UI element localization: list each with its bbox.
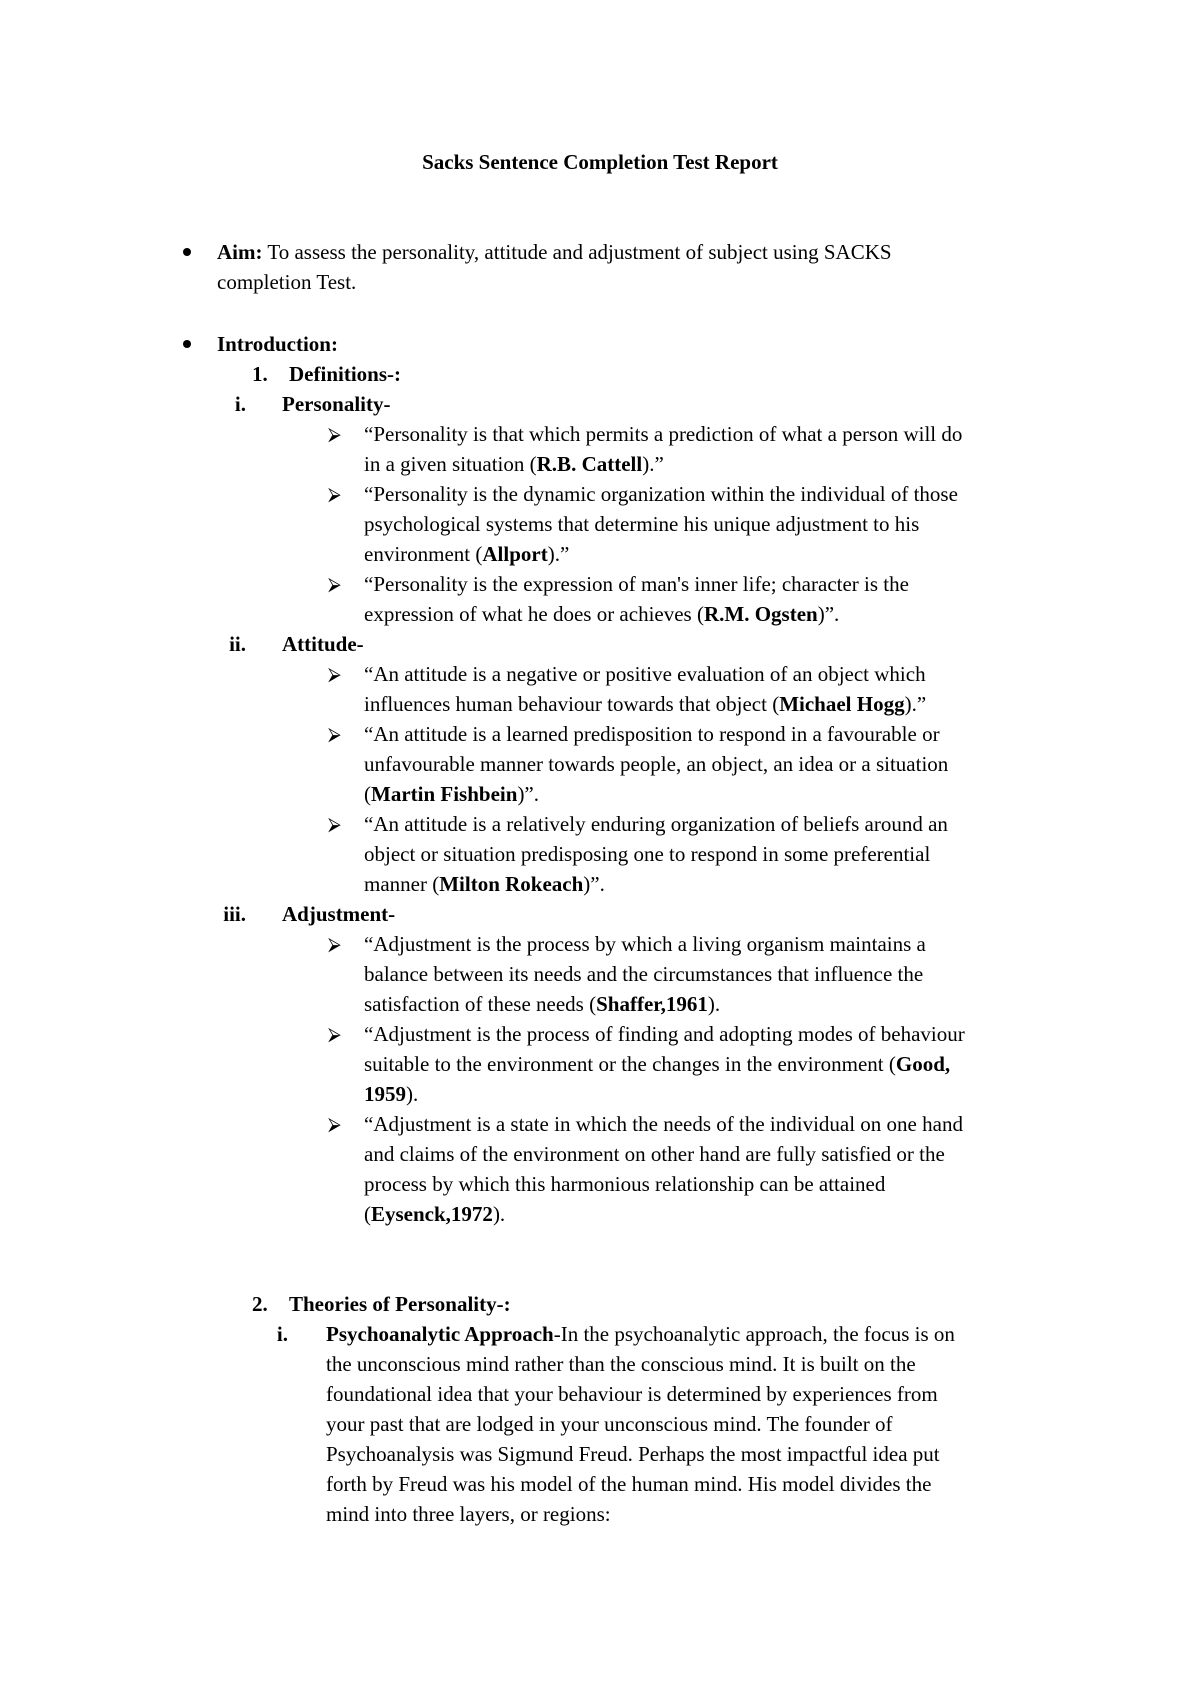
- arrow-bullet-icon: ⮚: [328, 814, 341, 834]
- arrow-bullet-icon: ⮚: [328, 664, 341, 684]
- attitude-quote-2-line-2: unfavourable manner towards people, an object, an idea or a situation: [364, 752, 949, 776]
- personality-quote-2-line-3: environment (Allport).”: [364, 542, 570, 566]
- arrow-bullet-icon: ⮚: [328, 574, 341, 594]
- personality-quote-2-line-1: “Personality is the dynamic organization within the individual of those: [364, 482, 958, 506]
- psychoanalytic-heading: Psychoanalytic Approach: [326, 1322, 554, 1346]
- adjustment-quote-1-line-1: “Adjustment is the process by which a living organism maintains a: [364, 932, 926, 956]
- personality-quote-2-line-2: psychological systems that determine his unique adjustment to his: [364, 512, 920, 536]
- aim-line-2: completion Test.: [217, 270, 357, 294]
- psychoanalytic-line-1: Psychoanalytic Approach-In the psychoanalytic approach, the focus is on: [326, 1322, 955, 1346]
- adjustment-quote-3-line-2: and claims of the environment on other hand are fully satisfied or the: [364, 1142, 945, 1166]
- attitude-quote-3-line-3: manner (Milton Rokeach)”.: [364, 872, 605, 896]
- attitude-quote-2-line-1: “An attitude is a learned predisposition to respond in a favourable or: [364, 722, 940, 746]
- attitude-quote-1-line-2: influences human behaviour towards that object (Michael Hogg).”: [364, 692, 927, 716]
- bullet-dot-icon: [183, 340, 191, 348]
- author-allport: Allport: [482, 542, 548, 566]
- arrow-bullet-icon: ⮚: [328, 724, 341, 744]
- adjustment-heading: Adjustment-: [282, 902, 396, 926]
- psychoanalytic-line-3: foundational idea that your behaviour is determined by experiences from: [326, 1382, 938, 1406]
- adjustment-quote-2-line-3: 1959).: [364, 1082, 419, 1106]
- personality-quote-1-line-1: “Personality is that which permits a prediction of what a person will do: [364, 422, 963, 446]
- introduction-heading: Introduction:: [217, 332, 338, 356]
- aim-label: Aim:: [217, 240, 263, 264]
- psychoanalytic-line-4: your past that are lodged in your unconscious mind. The founder of: [326, 1412, 893, 1436]
- arrow-bullet-icon: ⮚: [328, 484, 341, 504]
- theories-number: 2.: [252, 1292, 268, 1316]
- adjustment-numeral: iii.: [223, 902, 246, 926]
- arrow-bullet-icon: ⮚: [328, 934, 341, 954]
- definitions-number: 1.: [252, 362, 268, 386]
- personality-quote-1-line-2: in a given situation (R.B. Cattell).”: [364, 452, 664, 476]
- author-ogsten: R.M. Ogsten: [703, 602, 818, 626]
- adjustment-quote-2-line-2: suitable to the environment or the changes in the environment (Good,: [364, 1052, 951, 1076]
- attitude-quote-3-line-1: “An attitude is a relatively enduring organization of beliefs around an: [364, 812, 948, 836]
- page-title: Sacks Sentence Completion Test Report: [422, 150, 778, 174]
- author-good-year: 1959: [364, 1082, 406, 1106]
- personality-heading: Personality-: [282, 392, 391, 416]
- bullet-dot-icon: [183, 248, 191, 256]
- psychoanalytic-line-2: the unconscious mind rather than the conscious mind. It is built on the: [326, 1352, 916, 1376]
- arrow-bullet-icon: ⮚: [328, 424, 341, 444]
- attitude-quote-3-line-2: object or situation predisposing one to respond in some preferential: [364, 842, 931, 866]
- attitude-numeral: ii.: [229, 632, 246, 656]
- aim-text: To assess the personality, attitude and adjustment of subject using SACKS: [262, 240, 892, 264]
- adjustment-quote-3-line-3: process by which this harmonious relationship can be attained: [364, 1172, 886, 1196]
- author-eysenck: Eysenck,1972: [371, 1202, 493, 1226]
- psychoanalytic-numeral: i.: [276, 1322, 288, 1346]
- arrow-bullet-icon: ⮚: [328, 1024, 341, 1044]
- theories-heading: Theories of Personality-:: [289, 1292, 511, 1316]
- adjustment-quote-2-line-1: “Adjustment is the process of finding and adopting modes of behaviour: [364, 1022, 965, 1046]
- aim-line-1: [217, 237, 892, 267]
- adjustment-quote-1-line-2: balance between its needs and the circumstances that influence the: [364, 962, 924, 986]
- adjustment-quote-1-line-3: satisfaction of these needs (Shaffer,1961).: [364, 992, 721, 1016]
- attitude-quote-1-line-1: “An attitude is a negative or positive evaluation of an object which: [364, 662, 926, 686]
- personality-quote-3-line-2: expression of what he does or achieves (R.M. Ogsten)”.: [364, 602, 840, 626]
- definitions-heading: Definitions-:: [289, 362, 401, 386]
- psychoanalytic-line-6: forth by Freud was his model of the human mind. His model divides the: [326, 1472, 932, 1496]
- author-good: Good,: [895, 1052, 951, 1076]
- personality-numeral: i.: [234, 392, 246, 416]
- author-fishbein: Martin Fishbein: [371, 782, 518, 806]
- author-rokeach: Milton Rokeach: [439, 872, 584, 896]
- adjustment-quote-3-line-1: “Adjustment is a state in which the needs of the individual on one hand: [364, 1112, 963, 1136]
- attitude-heading: Attitude-: [282, 632, 364, 656]
- adjustment-quote-3-line-4: (Eysenck,1972).: [364, 1202, 506, 1226]
- author-cattell: R.B. Cattell: [536, 452, 643, 476]
- author-hogg: Michael Hogg: [779, 692, 905, 716]
- psychoanalytic-line-5: Psychoanalysis was Sigmund Freud. Perhaps the most impactful idea put: [326, 1442, 940, 1466]
- personality-quote-3-line-1: “Personality is the expression of man's inner life; character is the: [364, 572, 909, 596]
- arrow-bullet-icon: ⮚: [328, 1114, 341, 1134]
- author-shaffer: Shaffer,1961: [596, 992, 708, 1016]
- psychoanalytic-line-7: mind into three layers, or regions:: [326, 1502, 611, 1526]
- attitude-quote-2-line-3: (Martin Fishbein)”.: [364, 782, 540, 806]
